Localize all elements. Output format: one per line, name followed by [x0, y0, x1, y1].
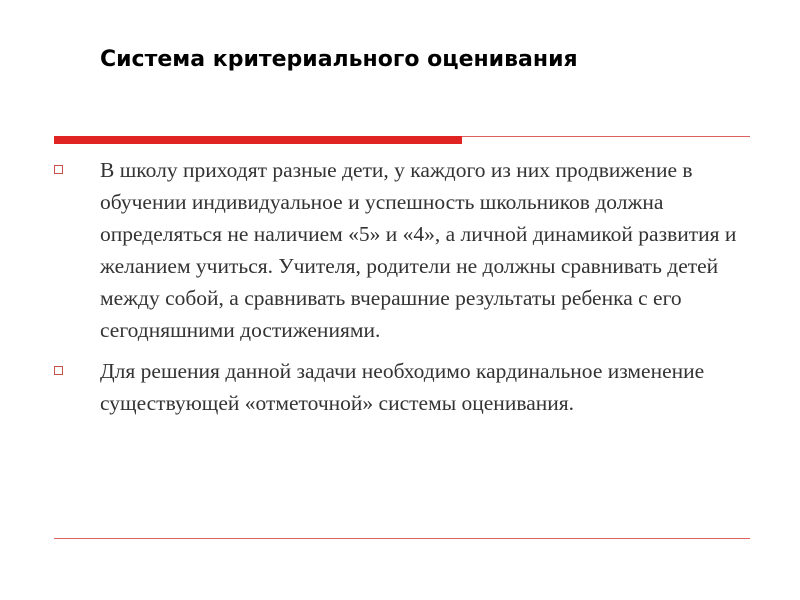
bullet-text: В школу приходят разные дети, у каждого из них продвижение в обучении индивидуальное и успешность школьников должна определяться не наличием «5» и «4», а личной динамикой развития и желанием учиться. Учителя, родители не должны сравнивать детей между собой, а сравнивать вчерашние результаты ребенка с его сегодняшними достижениями.	[100, 158, 737, 342]
top-accent-bar	[54, 136, 462, 144]
hollow-square-bullet-icon	[54, 165, 63, 174]
slide-title: Система критериального оценивания	[100, 47, 578, 72]
bullet-text: Для решения данной задачи необходимо кардинальное изменение существующей «отметочной» системы оценивания.	[100, 359, 705, 415]
bullet-list	[54, 154, 754, 428]
bullet-item	[54, 355, 754, 419]
bullet-item	[54, 154, 754, 346]
bottom-divider	[54, 538, 750, 539]
hollow-square-bullet-icon	[54, 366, 63, 375]
